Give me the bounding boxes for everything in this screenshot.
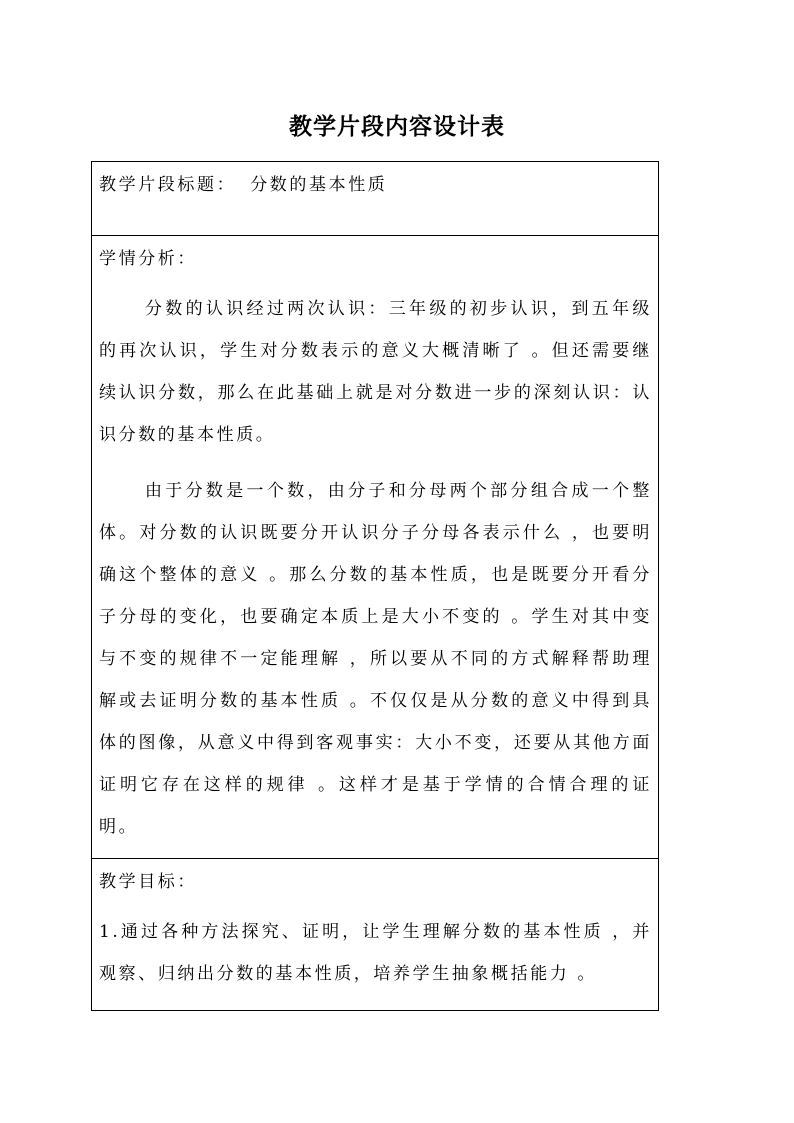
document-title: 教学片段内容设计表 [289, 114, 505, 140]
teaching-goals-label: 教学目标： [99, 872, 197, 892]
teaching-goals-row [92, 858, 658, 1010]
segment-title-value: 分数的基本性质 [250, 175, 388, 195]
segment-title-row [92, 162, 658, 235]
segment-title-label: 教学片段标题： [99, 175, 237, 195]
analysis-paragraph: 由于分数是一个数，由分子和分母两个部分组合成一个整体。对分数的认识既要分开认识分子分母各表示什么 ，也要明确这个整体的意义 。那么分数的基本性质，也是既要分开看分子分母的变化，也要确定本质上是大小不变的 。学生对其中变与不变的规律不一定能理解 ，所以要从不同的方式解释帮助理解或去证明分数的基本性质 。不仅仅是从分数的意义中得到具体的图像，从意义中得到客观事实：大小不变，还要从其他方面证明它存在这样的规律 。这样才是基于学情的合情合理的证明。 [99, 481, 652, 837]
teaching-goal-item: 1.通过各种方法探究、证明，让学生理解分数的基本性质 ，并观察、归纳出分数的基本性质，培养学生抽象概括能力 。 [99, 922, 652, 984]
student-analysis-row [92, 235, 658, 858]
student-analysis-label: 学情分析： [99, 249, 197, 269]
lesson-design-table [91, 161, 659, 1011]
analysis-paragraph: 分数的认识经过两次认识：三年级的初步认识，到五年级的再次认识，学生对分数表示的意义大概清晰了 。但还需要继续认识分数，那么在此基础上就是对分数进一步的深刻认识：认识分数的基本性质。 [99, 299, 652, 445]
